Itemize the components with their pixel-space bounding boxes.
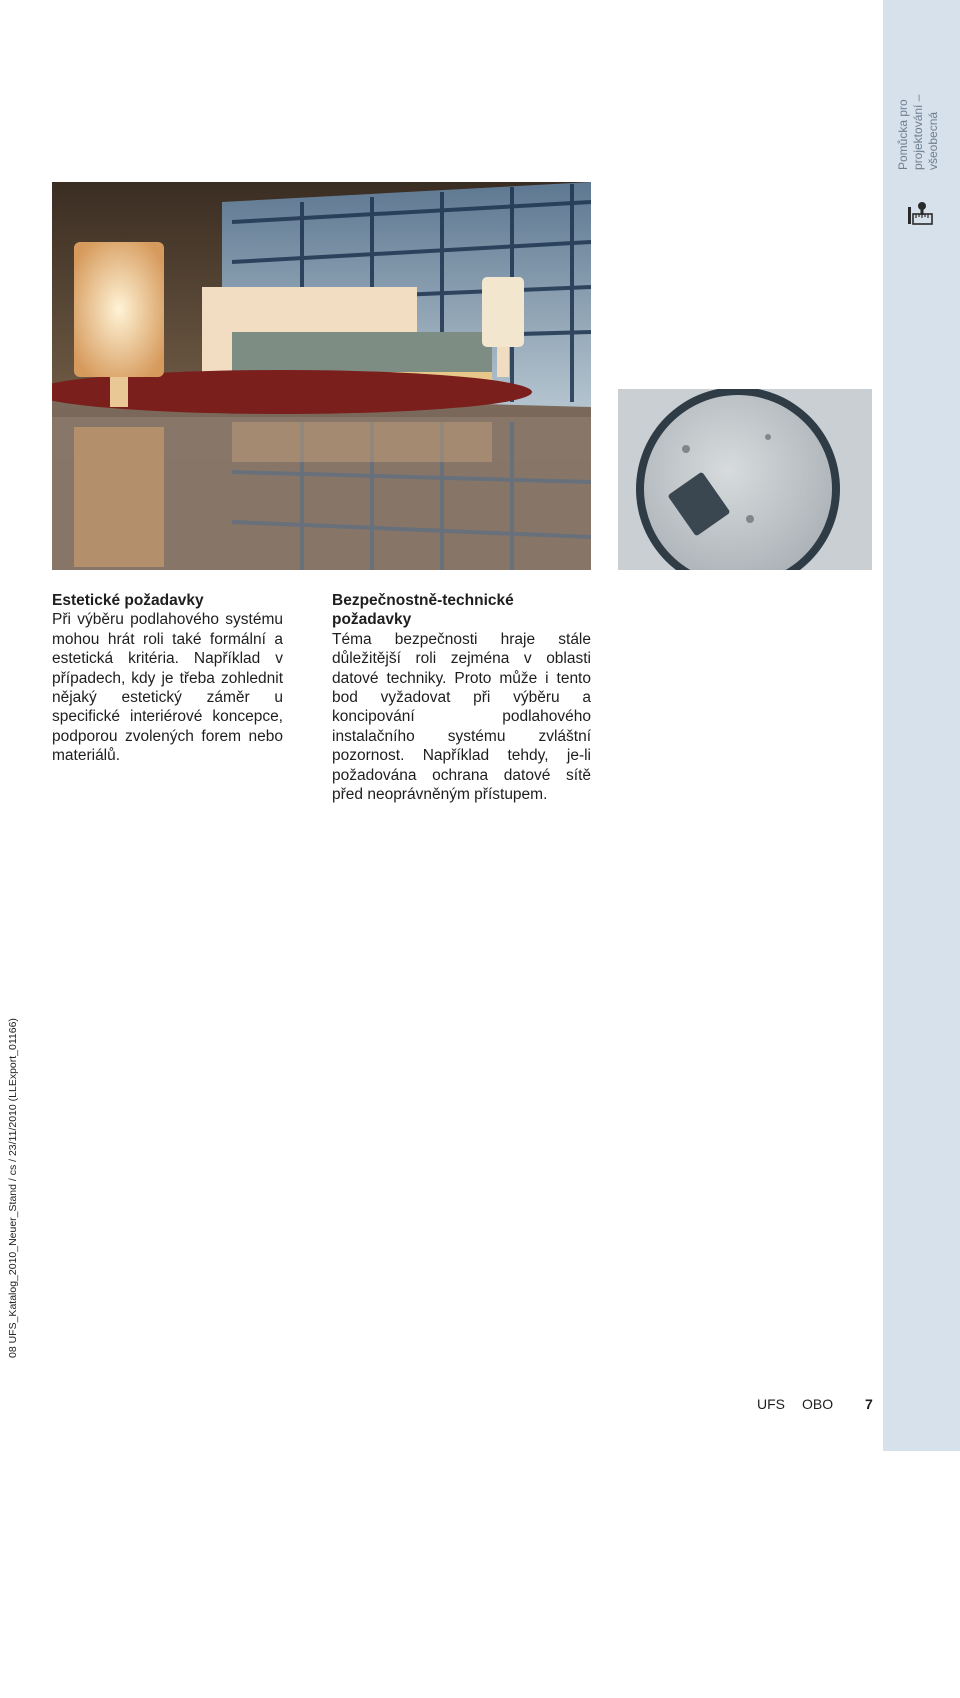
footer-brand-obo: OBO (802, 1396, 834, 1412)
section-label-line-3: všeobecná (926, 111, 940, 170)
print-slug (6, 1018, 26, 1698)
section-heading: Bezpečnostně-technické požadavky (332, 592, 514, 629)
section-label-line-1: Pomůcka pro (896, 99, 910, 170)
section-security (332, 591, 591, 804)
section-heading: Estetické požadavky (52, 592, 204, 609)
section-body: Při výběru podlahového systému mohou hrát roli také formální a estetická kritéria. Například v případech, kdy je třeba zohlednit nějaký estetický záměr u specifické interiérové koncepce, podporou zvolených forem nebo materiálů. (52, 611, 283, 765)
planning-tools-icon (906, 200, 934, 226)
section-body: Téma bezpečnosti hraje stále důležitější roli zejména v oblasti datové techniky. Proto může i tento bod vyžadovat při výběru a koncipování podlahového instalačního systému zvláštní pozornost. Například tehdy, je-li požadována ochrana datové sítě před neoprávněným přístupem. (332, 630, 591, 804)
section-label-line-2: projektování – (911, 94, 925, 170)
floor-outlet-photo (618, 389, 872, 570)
section-label (896, 80, 946, 170)
page-number: 7 (865, 1396, 873, 1412)
print-slug-text: 08 UFS_Katalog_2010_Neuer_Stand / cs / 23/11/2010 (LLExport_01166) (7, 1018, 19, 1358)
section-aesthetic (52, 591, 283, 766)
footer-brand-ufs: UFS (757, 1396, 785, 1412)
airport-lobby-photo (52, 182, 591, 570)
